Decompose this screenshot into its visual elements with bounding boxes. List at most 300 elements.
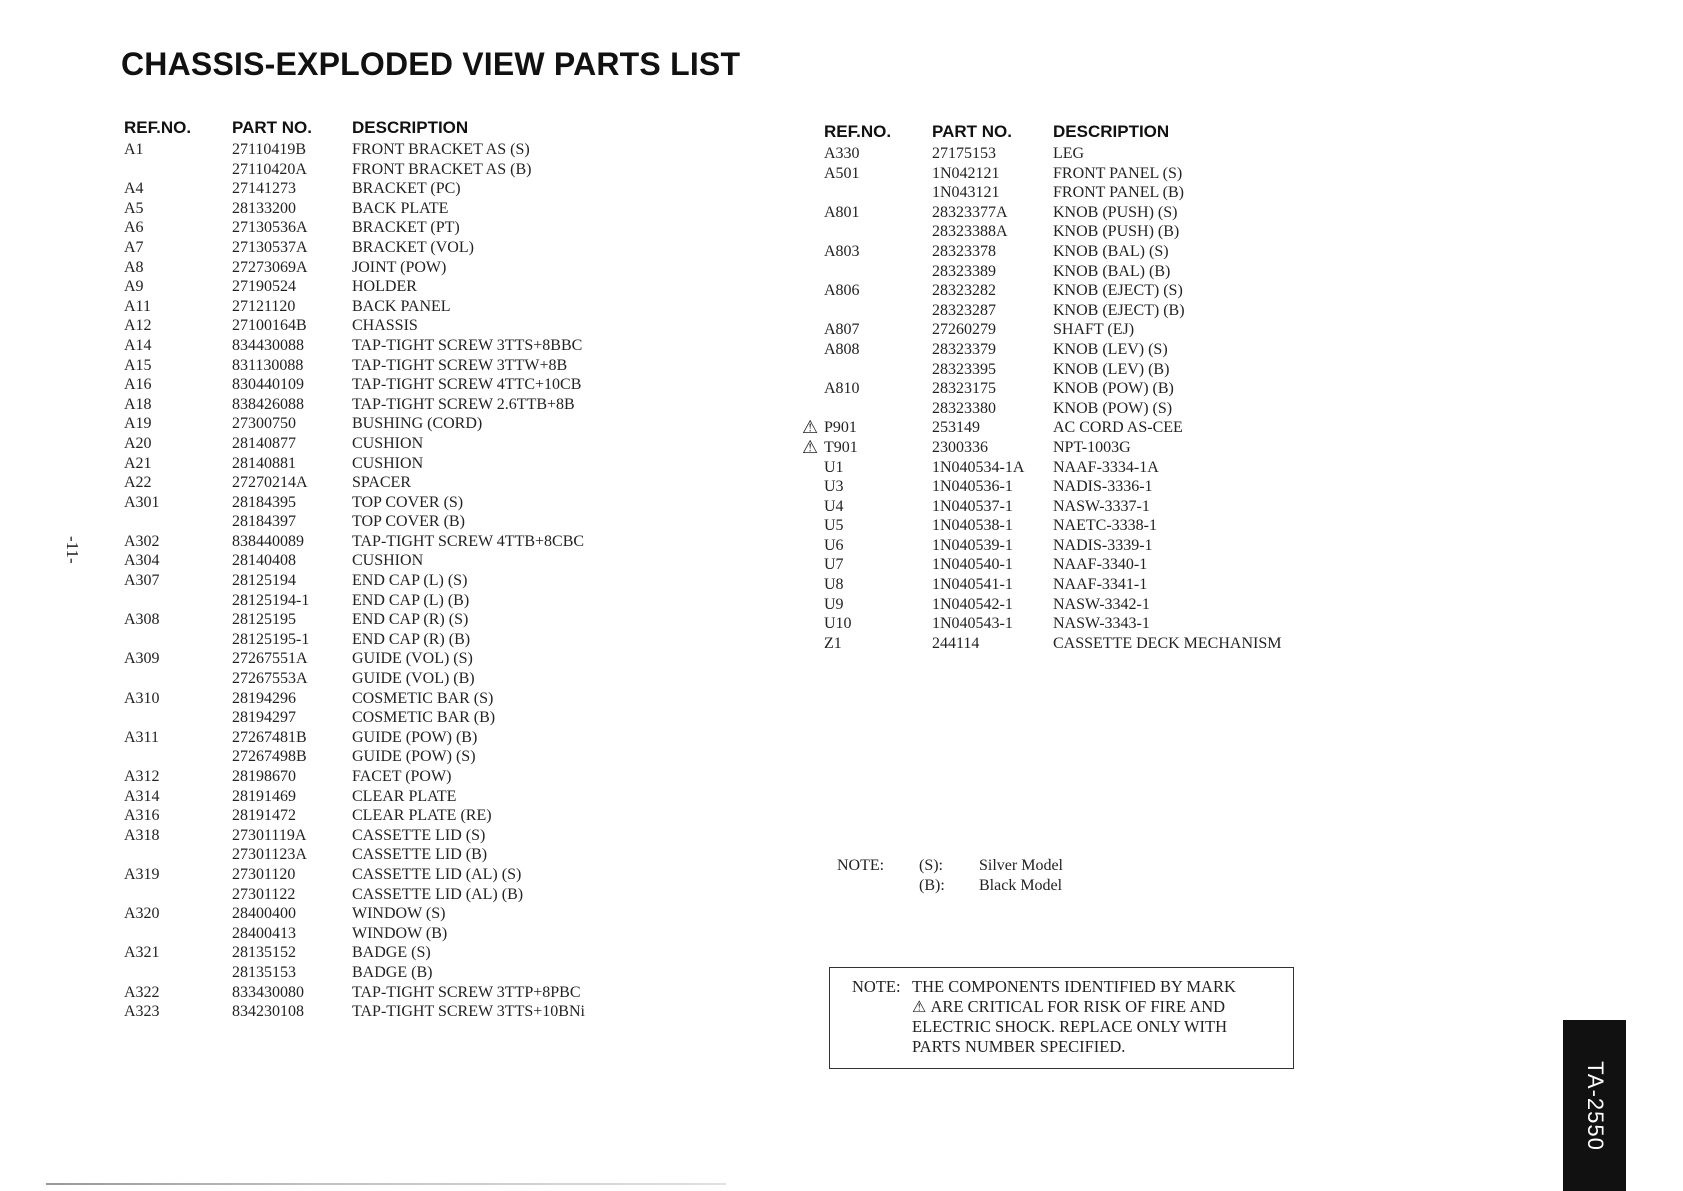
part-no-cell: 27121120 — [232, 297, 296, 315]
ref-no-cell — [802, 436, 932, 458]
table-row — [124, 904, 642, 924]
table-header — [824, 120, 1323, 144]
table-row — [124, 218, 642, 238]
description-cell: FRONT PANEL (B) — [1053, 184, 1184, 202]
description-cell: NADIS-3336-1 — [1053, 478, 1153, 496]
table-row — [124, 728, 642, 748]
ref-no-cell — [124, 571, 232, 591]
part-no-cell: 27267553A — [232, 670, 308, 688]
table-row — [124, 885, 642, 905]
ref-no-text: A810 — [824, 380, 860, 398]
part-no-cell: 28323282 — [932, 282, 996, 300]
ref-no-text: A18 — [124, 395, 152, 413]
part-no-cell: 27100164B — [232, 317, 307, 335]
ref-no-cell — [124, 747, 232, 767]
ref-no-text: A316 — [124, 807, 160, 825]
table-row — [824, 164, 1323, 184]
part-no-cell: 27267498B — [232, 748, 307, 766]
description-cell: FRONT PANEL (S) — [1053, 164, 1183, 182]
description-cell: END CAP (L) (S) — [352, 572, 468, 590]
ref-no-text: U7 — [824, 556, 844, 574]
description-cell: JOINT (POW) — [352, 258, 447, 276]
table-row — [824, 222, 1323, 242]
part-no-cell: 28191469 — [232, 787, 296, 805]
description-cell: NASW-3342-1 — [1053, 595, 1150, 613]
description-cell: TAP-TIGHT SCREW 3TTS+8BBC — [352, 336, 583, 354]
ref-no-cell — [124, 924, 232, 944]
part-no-cell: 1N040543-1 — [932, 615, 1013, 633]
ref-no-text: A312 — [124, 768, 160, 785]
ref-no-cell — [124, 414, 232, 434]
table-row — [124, 649, 642, 669]
table-row — [124, 375, 642, 395]
table-row — [824, 144, 1323, 164]
ref-no-cell — [124, 395, 232, 415]
ref-no-cell — [124, 356, 232, 376]
ref-no-text: A320 — [124, 905, 160, 923]
ref-no-text: A318 — [124, 826, 160, 844]
ref-no-cell — [124, 983, 232, 1003]
ref-no-text: A808 — [824, 340, 860, 358]
part-no-cell: 28140877 — [232, 434, 296, 452]
description-cell: GUIDE (VOL) (B) — [352, 670, 475, 688]
ref-no-cell — [824, 183, 932, 203]
description-cell: COSMETIC BAR (B) — [352, 709, 496, 727]
ref-no-cell — [124, 1002, 232, 1022]
table-row — [124, 767, 642, 787]
table-row — [124, 787, 642, 807]
ref-no-text: U6 — [824, 536, 844, 554]
description-cell: BACK PANEL — [352, 297, 451, 315]
table-row — [824, 497, 1323, 517]
ref-no-cell — [824, 360, 932, 380]
part-no-cell: 28125194-1 — [232, 591, 310, 609]
ref-no-cell — [124, 160, 232, 180]
table-row — [824, 399, 1323, 419]
ref-no-text: A321 — [124, 944, 160, 962]
part-no-cell: 1N040540-1 — [932, 556, 1013, 574]
description-cell: NAAF-3334-1A — [1053, 458, 1159, 476]
model-legend — [837, 856, 1063, 896]
ref-no-text: A14 — [124, 336, 152, 354]
part-no-cell: 28323395 — [932, 360, 996, 378]
part-no-cell: 27267551A — [232, 650, 308, 668]
ref-no-cell — [124, 630, 232, 650]
part-no-cell: 28135153 — [232, 963, 296, 981]
ref-no-cell — [124, 689, 232, 709]
ref-no-cell — [124, 277, 232, 297]
description-cell: CASSETTE LID (AL) (B) — [352, 885, 524, 903]
table-row — [124, 316, 642, 336]
table-body-right — [802, 144, 1323, 653]
table-row — [802, 436, 1323, 458]
part-no-cell: 28323388A — [932, 223, 1008, 241]
ref-no-cell — [124, 669, 232, 689]
ref-no-text: A1 — [124, 141, 144, 158]
part-no-cell: 830440109 — [232, 376, 304, 394]
description-cell: CHASSIS — [352, 317, 418, 335]
part-no-cell: 28323379 — [932, 340, 996, 358]
notice-line-2: ARE CRITICAL FOR RISK OF FIRE AND — [930, 997, 1226, 1016]
ref-no-cell — [124, 454, 232, 474]
ref-no-cell — [824, 222, 932, 242]
ref-no-cell — [824, 575, 932, 595]
description-cell: NADIS-3339-1 — [1053, 536, 1153, 554]
page-title: CHASSIS-EXPLODED VIEW PARTS LIST — [121, 46, 741, 82]
table-row — [124, 336, 642, 356]
description-cell: END CAP (R) (S) — [352, 611, 469, 629]
notice-line-4: PARTS NUMBER SPECIFIED. — [912, 1037, 1126, 1056]
table-row — [824, 634, 1323, 654]
ref-no-text: A307 — [124, 572, 160, 590]
ref-no-cell — [824, 536, 932, 556]
description-cell: GUIDE (POW) (B) — [352, 728, 478, 746]
ref-no-cell — [124, 434, 232, 454]
ref-no-text: A6 — [124, 219, 144, 237]
ref-no-text: A801 — [824, 203, 860, 221]
table-row — [824, 320, 1323, 340]
ref-no-cell — [124, 258, 232, 278]
table-row — [124, 630, 642, 650]
description-cell: GUIDE (VOL) (S) — [352, 650, 473, 668]
part-no-cell: 834230108 — [232, 1003, 304, 1021]
part-no-cell: 28125195-1 — [232, 630, 310, 648]
ref-no-text: U1 — [824, 458, 844, 476]
ref-no-cell — [124, 140, 232, 160]
description-cell: BRACKET (PC) — [352, 180, 461, 198]
legend-code-silver: (S): — [919, 857, 943, 874]
table-row — [124, 610, 642, 630]
table-row — [124, 747, 642, 767]
ref-no-cell — [124, 845, 232, 865]
part-no-cell: 27300750 — [232, 415, 296, 433]
table-row — [124, 512, 642, 532]
ref-no-text: A9 — [124, 278, 144, 296]
ref-no-text: A8 — [124, 258, 144, 276]
ref-no-text: U10 — [824, 615, 852, 633]
part-no-cell: 27273069A — [232, 258, 308, 276]
ref-no-cell — [124, 865, 232, 885]
ref-no-text: U8 — [824, 576, 844, 594]
parts-table-right — [802, 120, 1323, 653]
table-row — [124, 943, 642, 963]
description-cell: KNOB (EJECT) (S) — [1053, 282, 1183, 300]
ref-no-text: A323 — [124, 1003, 160, 1021]
part-no-cell: 28323378 — [932, 242, 996, 260]
description-cell: KNOB (EJECT) (B) — [1053, 301, 1185, 319]
table-row — [824, 281, 1323, 301]
table-row — [824, 340, 1323, 360]
ref-no-cell — [124, 649, 232, 669]
ref-no-text: A11 — [124, 297, 151, 315]
description-cell: CLEAR PLATE (RE) — [352, 807, 492, 825]
description-cell: CASSETTE LID (B) — [352, 846, 488, 864]
ref-no-cell — [824, 262, 932, 282]
description-cell: CLEAR PLATE — [352, 787, 457, 805]
ref-no-text: A19 — [124, 415, 152, 433]
part-no-cell: 838440089 — [232, 532, 304, 550]
ref-no-cell — [124, 787, 232, 807]
part-no-cell: 28323287 — [932, 301, 996, 319]
description-cell: HOLDER — [352, 278, 417, 296]
ref-no-cell — [124, 943, 232, 963]
description-cell: NPT-1003G — [1053, 438, 1131, 456]
description-cell: BRACKET (PT) — [352, 219, 460, 237]
part-no-cell: 27141273 — [232, 180, 296, 198]
table-row — [124, 473, 642, 493]
table-row — [124, 493, 642, 513]
part-no-cell: 28184395 — [232, 493, 296, 511]
scan-edge-divider — [46, 1183, 726, 1185]
ref-no-cell — [802, 417, 932, 439]
table-row — [124, 160, 642, 180]
table-row — [124, 571, 642, 591]
part-no-cell: 244114 — [932, 634, 980, 652]
description-cell: END CAP (L) (B) — [352, 591, 470, 609]
table-row — [124, 551, 642, 571]
description-header: DESCRIPTION — [1053, 122, 1170, 141]
part-no-cell: 831130088 — [232, 356, 304, 374]
ref-no-cell — [124, 375, 232, 395]
table-row — [124, 414, 642, 434]
part-no-cell: 28133200 — [232, 199, 296, 217]
legend-code-black: (B): — [919, 877, 945, 894]
ref-no-cell — [124, 728, 232, 748]
description-cell: KNOB (LEV) (S) — [1053, 340, 1168, 358]
ref-no-text: A15 — [124, 356, 152, 374]
ref-no-cell — [824, 477, 932, 497]
ref-no-text: A319 — [124, 865, 160, 883]
table-row — [824, 301, 1323, 321]
part-no-cell: 2300336 — [932, 438, 988, 456]
table-row — [124, 963, 642, 983]
table-row — [824, 262, 1323, 282]
description-cell: LEG — [1053, 145, 1085, 162]
ref-no-text: A12 — [124, 317, 152, 335]
part-no-cell: 1N040539-1 — [932, 536, 1013, 554]
ref-no-cell — [124, 610, 232, 630]
table-row — [824, 555, 1323, 575]
description-cell: FACET (POW) — [352, 768, 452, 785]
part-no-cell: 27260279 — [932, 321, 996, 339]
description-cell: NAETC-3338-1 — [1053, 517, 1157, 535]
ref-no-text: A301 — [124, 493, 160, 511]
ref-no-cell — [124, 591, 232, 611]
page-number: -11- — [63, 536, 82, 564]
ref-no-text: A501 — [824, 164, 860, 182]
ref-no-cell — [824, 281, 932, 301]
ref-no-cell — [124, 238, 232, 258]
description-cell: TOP COVER (S) — [352, 493, 464, 511]
description-cell: NASW-3337-1 — [1053, 497, 1150, 515]
description-cell: TOP COVER (B) — [352, 513, 465, 531]
part-no-cell: 27301122 — [232, 885, 296, 903]
safety-notice-box — [829, 967, 1294, 1069]
table-row — [824, 614, 1323, 634]
part-no-header: PART NO. — [932, 122, 1012, 141]
part-no-cell: 1N040541-1 — [932, 576, 1013, 594]
ref-no-text: U9 — [824, 595, 844, 613]
description-cell: CASSETTE DECK MECHANISM — [1053, 634, 1282, 652]
part-no-cell: 28184397 — [232, 513, 296, 531]
part-no-header: PART NO. — [232, 118, 312, 137]
description-cell: BRACKET (VOL) — [352, 238, 474, 256]
part-no-cell: 1N040537-1 — [932, 497, 1013, 515]
ref-no-text: A302 — [124, 532, 160, 550]
description-cell: KNOB (PUSH) (B) — [1053, 223, 1180, 241]
table-row — [124, 924, 642, 944]
ref-no-cell — [124, 316, 232, 336]
description-cell: COSMETIC BAR (S) — [352, 689, 494, 707]
ref-no-text: A304 — [124, 552, 160, 570]
table-row — [824, 516, 1323, 536]
description-cell: BACK PLATE — [352, 199, 449, 217]
part-no-cell: 27130536A — [232, 219, 308, 237]
part-no-cell: 27175153 — [932, 145, 996, 162]
description-cell: KNOB (LEV) (B) — [1053, 360, 1170, 378]
ref-no-cell — [824, 595, 932, 615]
ref-no-text: A314 — [124, 787, 160, 805]
description-cell: KNOB (BAL) (B) — [1053, 262, 1171, 280]
description-cell: WINDOW (S) — [352, 905, 446, 923]
part-no-cell: 28323389 — [932, 262, 996, 280]
ref-no-text: A310 — [124, 689, 160, 707]
ref-no-text: A311 — [124, 728, 159, 746]
table-row — [124, 689, 642, 709]
part-no-cell: 27110420A — [232, 160, 307, 178]
table-header — [124, 116, 642, 140]
ref-no-cell — [124, 179, 232, 199]
ref-no-cell — [124, 473, 232, 493]
part-no-cell: 28323175 — [932, 380, 996, 398]
ref-no-text: U5 — [824, 517, 844, 535]
description-cell: CASSETTE LID (AL) (S) — [352, 865, 522, 883]
description-cell: SHAFT (EJ) — [1053, 321, 1135, 339]
description-cell: KNOB (POW) (S) — [1053, 399, 1173, 417]
table-row — [824, 183, 1323, 203]
warning-triangle-icon: ⚠ — [802, 417, 819, 439]
ref-no-text: A16 — [124, 376, 152, 394]
table-row — [124, 199, 642, 219]
table-row — [824, 458, 1323, 478]
part-no-cell: 28191472 — [232, 807, 296, 825]
description-cell: CUSHION — [352, 454, 424, 472]
warning-triangle-icon: ⚠ — [802, 436, 819, 458]
ref-no-cell — [124, 826, 232, 846]
part-no-cell: 28198670 — [232, 768, 296, 785]
part-no-cell: 833430080 — [232, 983, 304, 1001]
ref-no-text: A4 — [124, 180, 144, 198]
ref-no-text: U4 — [824, 497, 844, 515]
table-row — [124, 179, 642, 199]
description-cell: NAAF-3341-1 — [1053, 576, 1148, 594]
ref-no-text: A807 — [824, 321, 860, 339]
description-cell: TAP-TIGHT SCREW 2.6TTB+8B — [352, 395, 575, 413]
part-no-cell: 1N040534-1A — [932, 458, 1025, 476]
description-cell: FRONT BRACKET AS (S) — [352, 141, 530, 158]
ref-no-cell — [124, 806, 232, 826]
ref-no-cell — [124, 336, 232, 356]
ref-no-text: A806 — [824, 282, 860, 300]
table-row — [824, 595, 1323, 615]
table-row — [802, 417, 1323, 439]
model-tab — [1563, 1020, 1626, 1191]
description-cell: WINDOW (B) — [352, 924, 448, 942]
ref-no-cell — [124, 885, 232, 905]
description-cell: TAP-TIGHT SCREW 3TTS+10BNi — [352, 1003, 585, 1021]
table-row — [124, 826, 642, 846]
part-no-cell: 1N040536-1 — [932, 478, 1013, 496]
ref-no-cell — [124, 708, 232, 728]
description-cell: KNOB (BAL) (S) — [1053, 242, 1169, 260]
ref-no-text: Z1 — [824, 634, 842, 652]
table-row — [124, 591, 642, 611]
table-row — [124, 277, 642, 297]
part-no-cell: 28125194 — [232, 572, 296, 590]
part-no-cell: 1N042121 — [932, 164, 1000, 182]
ref-no-text: A20 — [124, 434, 152, 452]
description-cell: CUSHION — [352, 552, 424, 570]
part-no-cell: 1N040538-1 — [932, 517, 1013, 535]
part-no-cell: 28135152 — [232, 944, 296, 962]
part-no-cell: 27130537A — [232, 238, 308, 256]
description-cell: TAP-TIGHT SCREW 3TTW+8B — [352, 356, 568, 374]
table-row — [824, 477, 1323, 497]
legend-text-silver: Silver Model — [979, 857, 1063, 874]
description-cell: TAP-TIGHT SCREW 4TTB+8CBC — [352, 532, 585, 550]
table-row — [824, 575, 1323, 595]
part-no-cell: 28400400 — [232, 905, 296, 923]
description-cell: BADGE (S) — [352, 944, 431, 962]
ref-no-cell — [824, 320, 932, 340]
ref-no-cell — [824, 497, 932, 517]
ref-no-cell — [124, 297, 232, 317]
ref-no-cell — [824, 144, 932, 164]
table-row — [824, 536, 1323, 556]
part-no-cell: 1N043121 — [932, 184, 1000, 202]
part-no-cell: 1N040542-1 — [932, 595, 1013, 613]
ref-no-text: A7 — [124, 238, 144, 256]
description-cell: NAAF-3340-1 — [1053, 556, 1148, 574]
ref-no-text: T901 — [824, 438, 858, 456]
part-no-cell: 27301119A — [232, 826, 307, 844]
table-row — [824, 242, 1323, 262]
ref-no-text: A5 — [124, 199, 144, 217]
ref-no-cell — [124, 551, 232, 571]
ref-no-cell — [124, 904, 232, 924]
ref-no-cell — [824, 164, 932, 184]
part-no-cell: 28140881 — [232, 454, 296, 472]
table-row — [124, 395, 642, 415]
ref-no-cell — [124, 963, 232, 983]
ref-no-cell — [124, 532, 232, 552]
part-no-cell: 253149 — [932, 419, 980, 437]
table-row — [124, 1002, 642, 1022]
description-cell: SPACER — [352, 474, 411, 492]
description-cell: GUIDE (POW) (S) — [352, 748, 476, 766]
ref-no-text: A308 — [124, 611, 160, 629]
ref-no-text: A803 — [824, 242, 860, 260]
part-no-cell: 27190524 — [232, 278, 296, 296]
table-row — [124, 983, 642, 1003]
description-cell: BADGE (B) — [352, 963, 433, 981]
table-row — [124, 258, 642, 278]
part-no-cell: 28194296 — [232, 689, 296, 707]
legend-text-black: Black Model — [979, 877, 1063, 894]
part-no-cell: 27301120 — [232, 865, 296, 883]
description-cell: TAP-TIGHT SCREW 4TTC+10CB — [352, 376, 582, 394]
ref-no-cell — [824, 399, 932, 419]
